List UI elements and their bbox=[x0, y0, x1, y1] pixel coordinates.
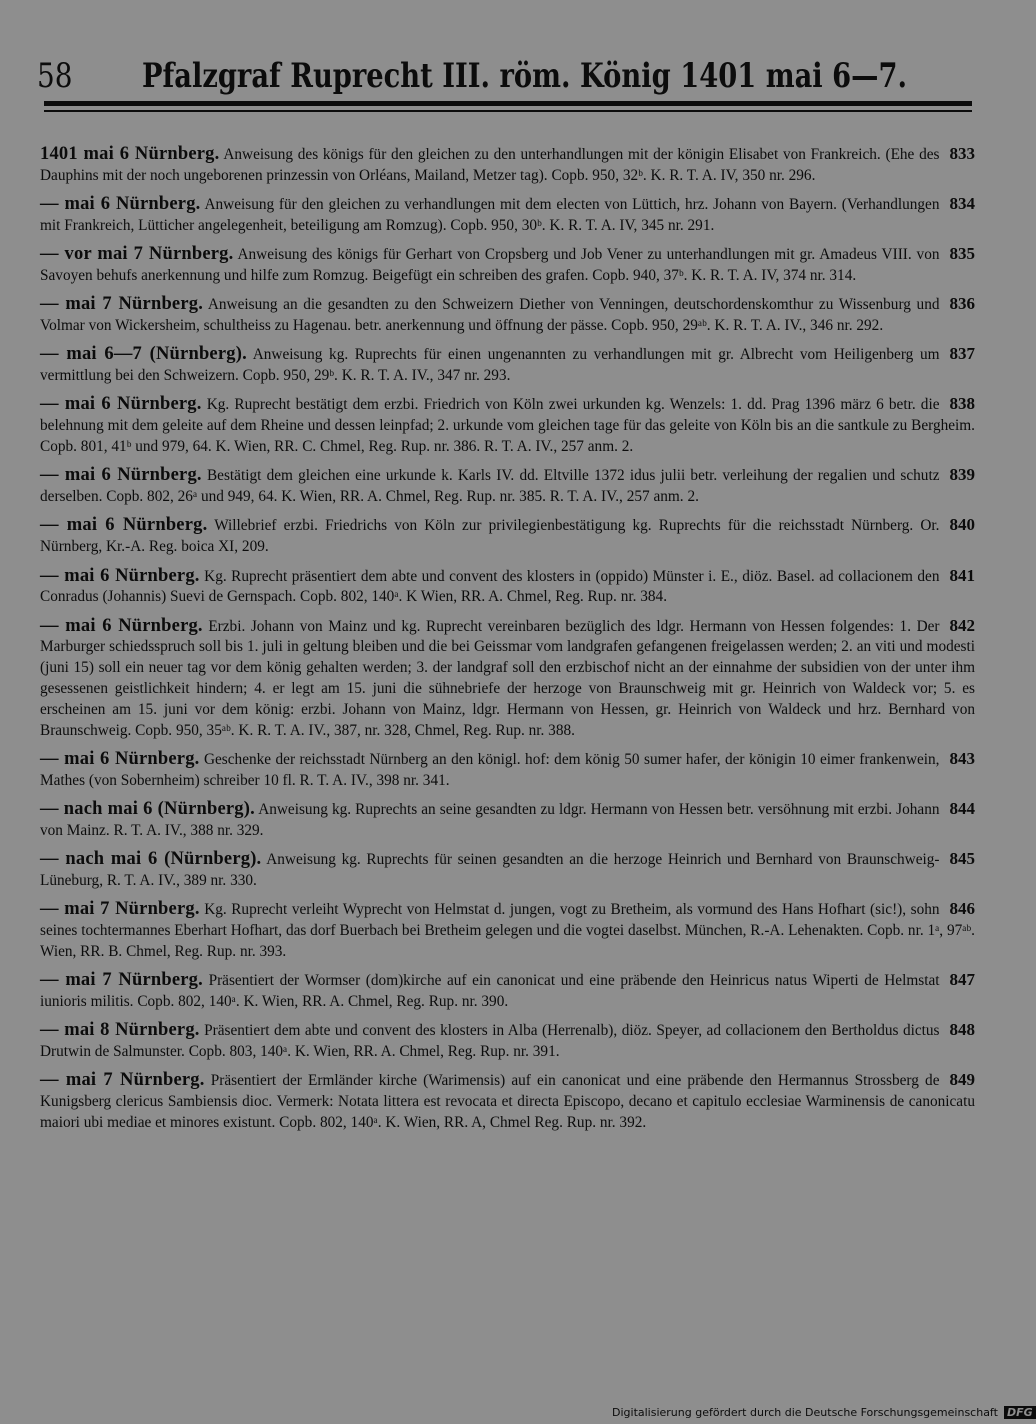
digitization-credit bbox=[612, 1406, 1036, 1419]
entry-text: Anweisung kg. Ruprechts für seinen gesandten an die herzoge Heinrich und Bernhard von Braunschweig-Lüneburg, R. T. A. IV., 389 nr. 330. bbox=[40, 851, 940, 889]
entry-number: 840 bbox=[949, 515, 975, 535]
entry-date: — mai 6 Nürnberg. bbox=[40, 515, 208, 536]
page-number: 58 bbox=[37, 56, 73, 96]
entry-text: Kg. Ruprecht präsentiert dem abte und convent des klosters in (oppido) Münster i. E., diöz. Basel. ad collacionem den Conradus (Johannis) Suevi de Gernspach. Copb. 802, 140ᵃ. K Wien, RR. A. Chmel, Reg. Rup. nr. 384. bbox=[40, 567, 940, 606]
entry-text: Präsentiert dem abte und convent des klosters in Alba (Herrenalb), diöz. Speyer, ad collacionem den Bertholdus dictus Drutwin de Salmunster. Copb. 803, 140ᵃ. K. Wien, RR. A. Chmel, Reg. Rup. nr. 391. bbox=[40, 1022, 940, 1060]
regest-entry bbox=[40, 899, 975, 962]
regest-entry bbox=[40, 1020, 975, 1063]
entry-number: 846 bbox=[949, 899, 975, 919]
entry-number: 841 bbox=[949, 565, 975, 585]
entry-text: Präsentiert der Wormser (dom)kirche auf ein canonicat und eine präbende den Heinricus natus Wiperti de Helmstat iunioris militis. Copb. 802, 140ᵃ. K. Wien, RR. A. Chmel, Reg. Rup. nr. 390. bbox=[40, 972, 940, 1010]
entry-date: — mai 6 Nürnberg. bbox=[40, 565, 200, 586]
entry-text: Anweisung kg. Ruprechts an seine gesandten zu ldgr. Hermann von Hessen betr. versöhnung mit erzbi. Johann von Mainz. R. T. A. IV., 388 nr. 329. bbox=[40, 801, 940, 839]
entry-text: Willebrief erzbi. Friedrichs von Köln zur privilegienbestätigung kg. Ruprechts für die reichsstadt Nürnberg. Or. Nürnberg, Kr.-A. Reg. boica XI, 209. bbox=[40, 517, 940, 556]
entry-text: Erzbi. Johann von Mainz und kg. Ruprecht vereinbaren bezüglich des ldgr. Hermann von Hessen folgendes: 1. Der Marburger schiedsspruch soll bis 1. juli in geltung bleiben und die bei Geissmar vom landgrafen gefangenen freigelassen werden; 2. an viti und modesti (juni 15) soll ein neuer tag vor dem könig gehalten werden; 3. der landgraf soll den erzbischof nicht an der einnahme der subsidien von der unter ihm gesessenen geistlichkeit hindern; 4. er legt am 15. juni die sühnebriefe der herzoge von Braunschweig mit gr. Heinrich von Waldeck vor; 5. es erscheinen am 15. juni vor dem könig: erzbi. Johann von Mainz, ldgr. Hermann von Hessen, gr. Heinrich von Waldeck und hrz. Bernhard von Braunschweig. Copb. 950, 35ᵃᵇ. K. R. T. A. IV., 387, nr. 328, Chmel, Reg. Rup. nr. 388. bbox=[40, 617, 975, 739]
regest-entry bbox=[40, 515, 975, 558]
credit-text: Digitalisierung gefördert durch die Deutsche Forschungsgemeinschaft bbox=[612, 1406, 998, 1419]
entry-text: Anweisung kg. Ruprechts für einen ungenannten zu verhandlungen mit gr. Albrecht vom Heiligenberg um vermittlung bei den Schweizern. Copb. 950, 29ᵇ. K. R. T. A. IV., 347 nr. 293. bbox=[40, 346, 940, 385]
entry-date: — mai 8 Nürnberg. bbox=[40, 1020, 200, 1041]
regest-entries bbox=[40, 144, 975, 1141]
entry-number: 844 bbox=[949, 799, 975, 819]
entry-number: 842 bbox=[949, 615, 975, 635]
entry-date: — mai 6 Nürnberg. bbox=[40, 465, 202, 486]
entry-number: 838 bbox=[949, 394, 975, 414]
entry-text: Anweisung des königs für den gleichen zu den unterhandlungen mit der königin Elisabet von Frankreich. (Ehe des Dauphins mit der noch ungeborenen prinzessin von Orléans, Mailand, Metzer tag). Copb. 950, 32ᵇ. K. R. T. A. IV, 350 nr. 296. bbox=[40, 146, 940, 184]
entry-number: 837 bbox=[949, 344, 975, 364]
regest-entry bbox=[40, 344, 975, 387]
entry-number: 839 bbox=[949, 465, 975, 485]
entry-text: Kg. Ruprecht bestätigt dem erzbi. Friedrich von Köln zwei urkunden kg. Wenzels: 1. dd. Prag 1396 märz 6 betr. die belehnung mit dem geleite auf dem Rheine und dessen leinpfad; 2. urkunde vom gleichen tage für das geleite von Köln bis an die santkule zu Bergheim. Copb. 801, 41ᵇ und 979, 64. K. Wien, RR. C. Chmel, Reg. Rup. nr. 386. R. T. A. IV., 257 anm. 2. bbox=[40, 396, 975, 456]
running-head: Pfalzgraf Ruprecht III. röm. König 1401 mai 6—7. bbox=[142, 56, 907, 96]
header-rule-thick bbox=[44, 101, 972, 106]
entry-number: 847 bbox=[949, 970, 975, 990]
entry-text: Geschenke der reichsstadt Nürnberg an den königl. hof: dem könig 50 sumer hafer, der königin 10 eimer frankenwein, Mathes (von Sobernheim) schreiber 10 fl. R. T. A. IV., 398 nr. 341. bbox=[40, 750, 940, 789]
entry-number: 834 bbox=[949, 194, 975, 214]
regest-entry bbox=[40, 749, 975, 792]
entry-date: — nach mai 6 (Nürnberg). bbox=[40, 849, 262, 870]
entry-date: — vor mai 7 Nürnberg. bbox=[40, 244, 234, 265]
regest-entry bbox=[40, 970, 975, 1013]
entry-date: — mai 7 Nürnberg. bbox=[40, 899, 200, 920]
entry-date: — mai 7 Nürnberg. bbox=[40, 294, 204, 315]
regest-entry bbox=[40, 849, 975, 892]
entry-date: — mai 6 Nürnberg. bbox=[40, 194, 201, 215]
entry-date: — mai 7 Nürnberg. bbox=[40, 1070, 205, 1091]
entry-text: Präsentiert der Ermländer kirche (Warimensis) auf ein canonicat und eine präbende den Hermannus Strossberg de Kunigsberg clericus Sambiensis dioc. Vermerk: Notata littera est revocata et directa Episcopo, decano et capitulo ecclesiae Warminensis de canonicatu maiori ubi mediae et minores existunt. Copb. 802, 140ᵃ. K. Wien, RR. A, Chmel Reg. Rup. nr. 392. bbox=[40, 1072, 975, 1131]
entry-number: 836 bbox=[949, 294, 975, 314]
entry-text: Anweisung an die gesandten zu den Schweizern Diether von Venningen, deutschordenskomthur zu Wissenburg und Volmar von Wickersheim, schultheiss zu Hagenau. betr. anerkennung und öffnung der pässe. Copb. 950, 29ᵃᵇ. K. R. T. A. IV., 346 nr. 292. bbox=[40, 296, 940, 335]
entry-date: — mai 6 Nürnberg. bbox=[40, 394, 202, 415]
entry-text: Anweisung für den gleichen zu verhandlungen mit dem electen von Lüttich, hrz. Johann von Bayern. (Verhandlungen mit Frankreich, Lütticher angelegenheit, beteiligung am Romzug). Copb. 950, 30ᵇ. K. R. T. A. IV, 345 nr. 291. bbox=[40, 196, 940, 234]
entry-text: Kg. Ruprecht verleiht Wyprecht von Helmstat d. jungen, vogt zu Bretheim, als vormund des Hans Hofhart (sic!), sohn seines tochtermannes Eberhart Hofhart, das dorf Buerbach bei Bretheim gelegen und die vogtei daselbst. München, R.-A. Lehenakten. Copb. nr. 1ᵃ, 97ᵃᵇ. Wien, RR. B. Chmel, Reg. Rup. nr. 393. bbox=[40, 901, 975, 960]
regest-entry bbox=[40, 144, 975, 187]
regest-entry bbox=[40, 244, 975, 287]
entry-text: Bestätigt dem gleichen eine urkunde k. Karls IV. dd. Eltville 1372 idus julii betr. verleihung der regalien und schutz derselben. Copb. 802, 26ᵃ und 949, 64. K. Wien, RR. A. Chmel, Reg. Rup. nr. 385. R. T. A. IV., 257 anm. 2. bbox=[40, 467, 940, 506]
entry-number: 833 bbox=[949, 144, 975, 163]
entry-date: — mai 7 Nürnberg. bbox=[40, 970, 203, 991]
entry-number: 843 bbox=[949, 748, 975, 768]
regest-entry bbox=[40, 1070, 975, 1133]
regest-entry bbox=[40, 394, 975, 457]
entry-date: 1401 mai 6 Nürnberg. bbox=[40, 144, 220, 164]
regest-entry bbox=[40, 799, 975, 842]
entry-date: — mai 6—7 (Nürnberg). bbox=[40, 344, 247, 365]
regest-entry bbox=[40, 566, 975, 609]
regest-entry bbox=[40, 465, 975, 508]
entry-number: 849 bbox=[949, 1070, 975, 1090]
entry-date: — mai 6 Nürnberg. bbox=[40, 615, 203, 636]
entry-date: — mai 6 Nürnberg. bbox=[40, 748, 200, 769]
regest-entry bbox=[40, 194, 975, 237]
entry-date: — nach mai 6 (Nürnberg). bbox=[40, 799, 255, 820]
regest-entry bbox=[40, 294, 975, 337]
header-rule-thin bbox=[44, 110, 972, 112]
dfg-logo: DFG bbox=[1004, 1406, 1036, 1419]
entry-number: 845 bbox=[949, 849, 975, 869]
entry-text: Anweisung des königs für Gerhart von Cropsberg und Job Vener zu unterhandlungen mit gr. Amadeus VIII. von Savoyen behufs anerkennung und hilfe zum Romzug. Beigefügt ein schreiben des grafen. Copb. 940, 37ᵇ. K. R. T. A. IV, 374 nr. 314. bbox=[40, 246, 940, 284]
entry-number: 835 bbox=[949, 244, 975, 264]
entry-number: 848 bbox=[949, 1020, 975, 1040]
regest-entry bbox=[40, 616, 975, 742]
